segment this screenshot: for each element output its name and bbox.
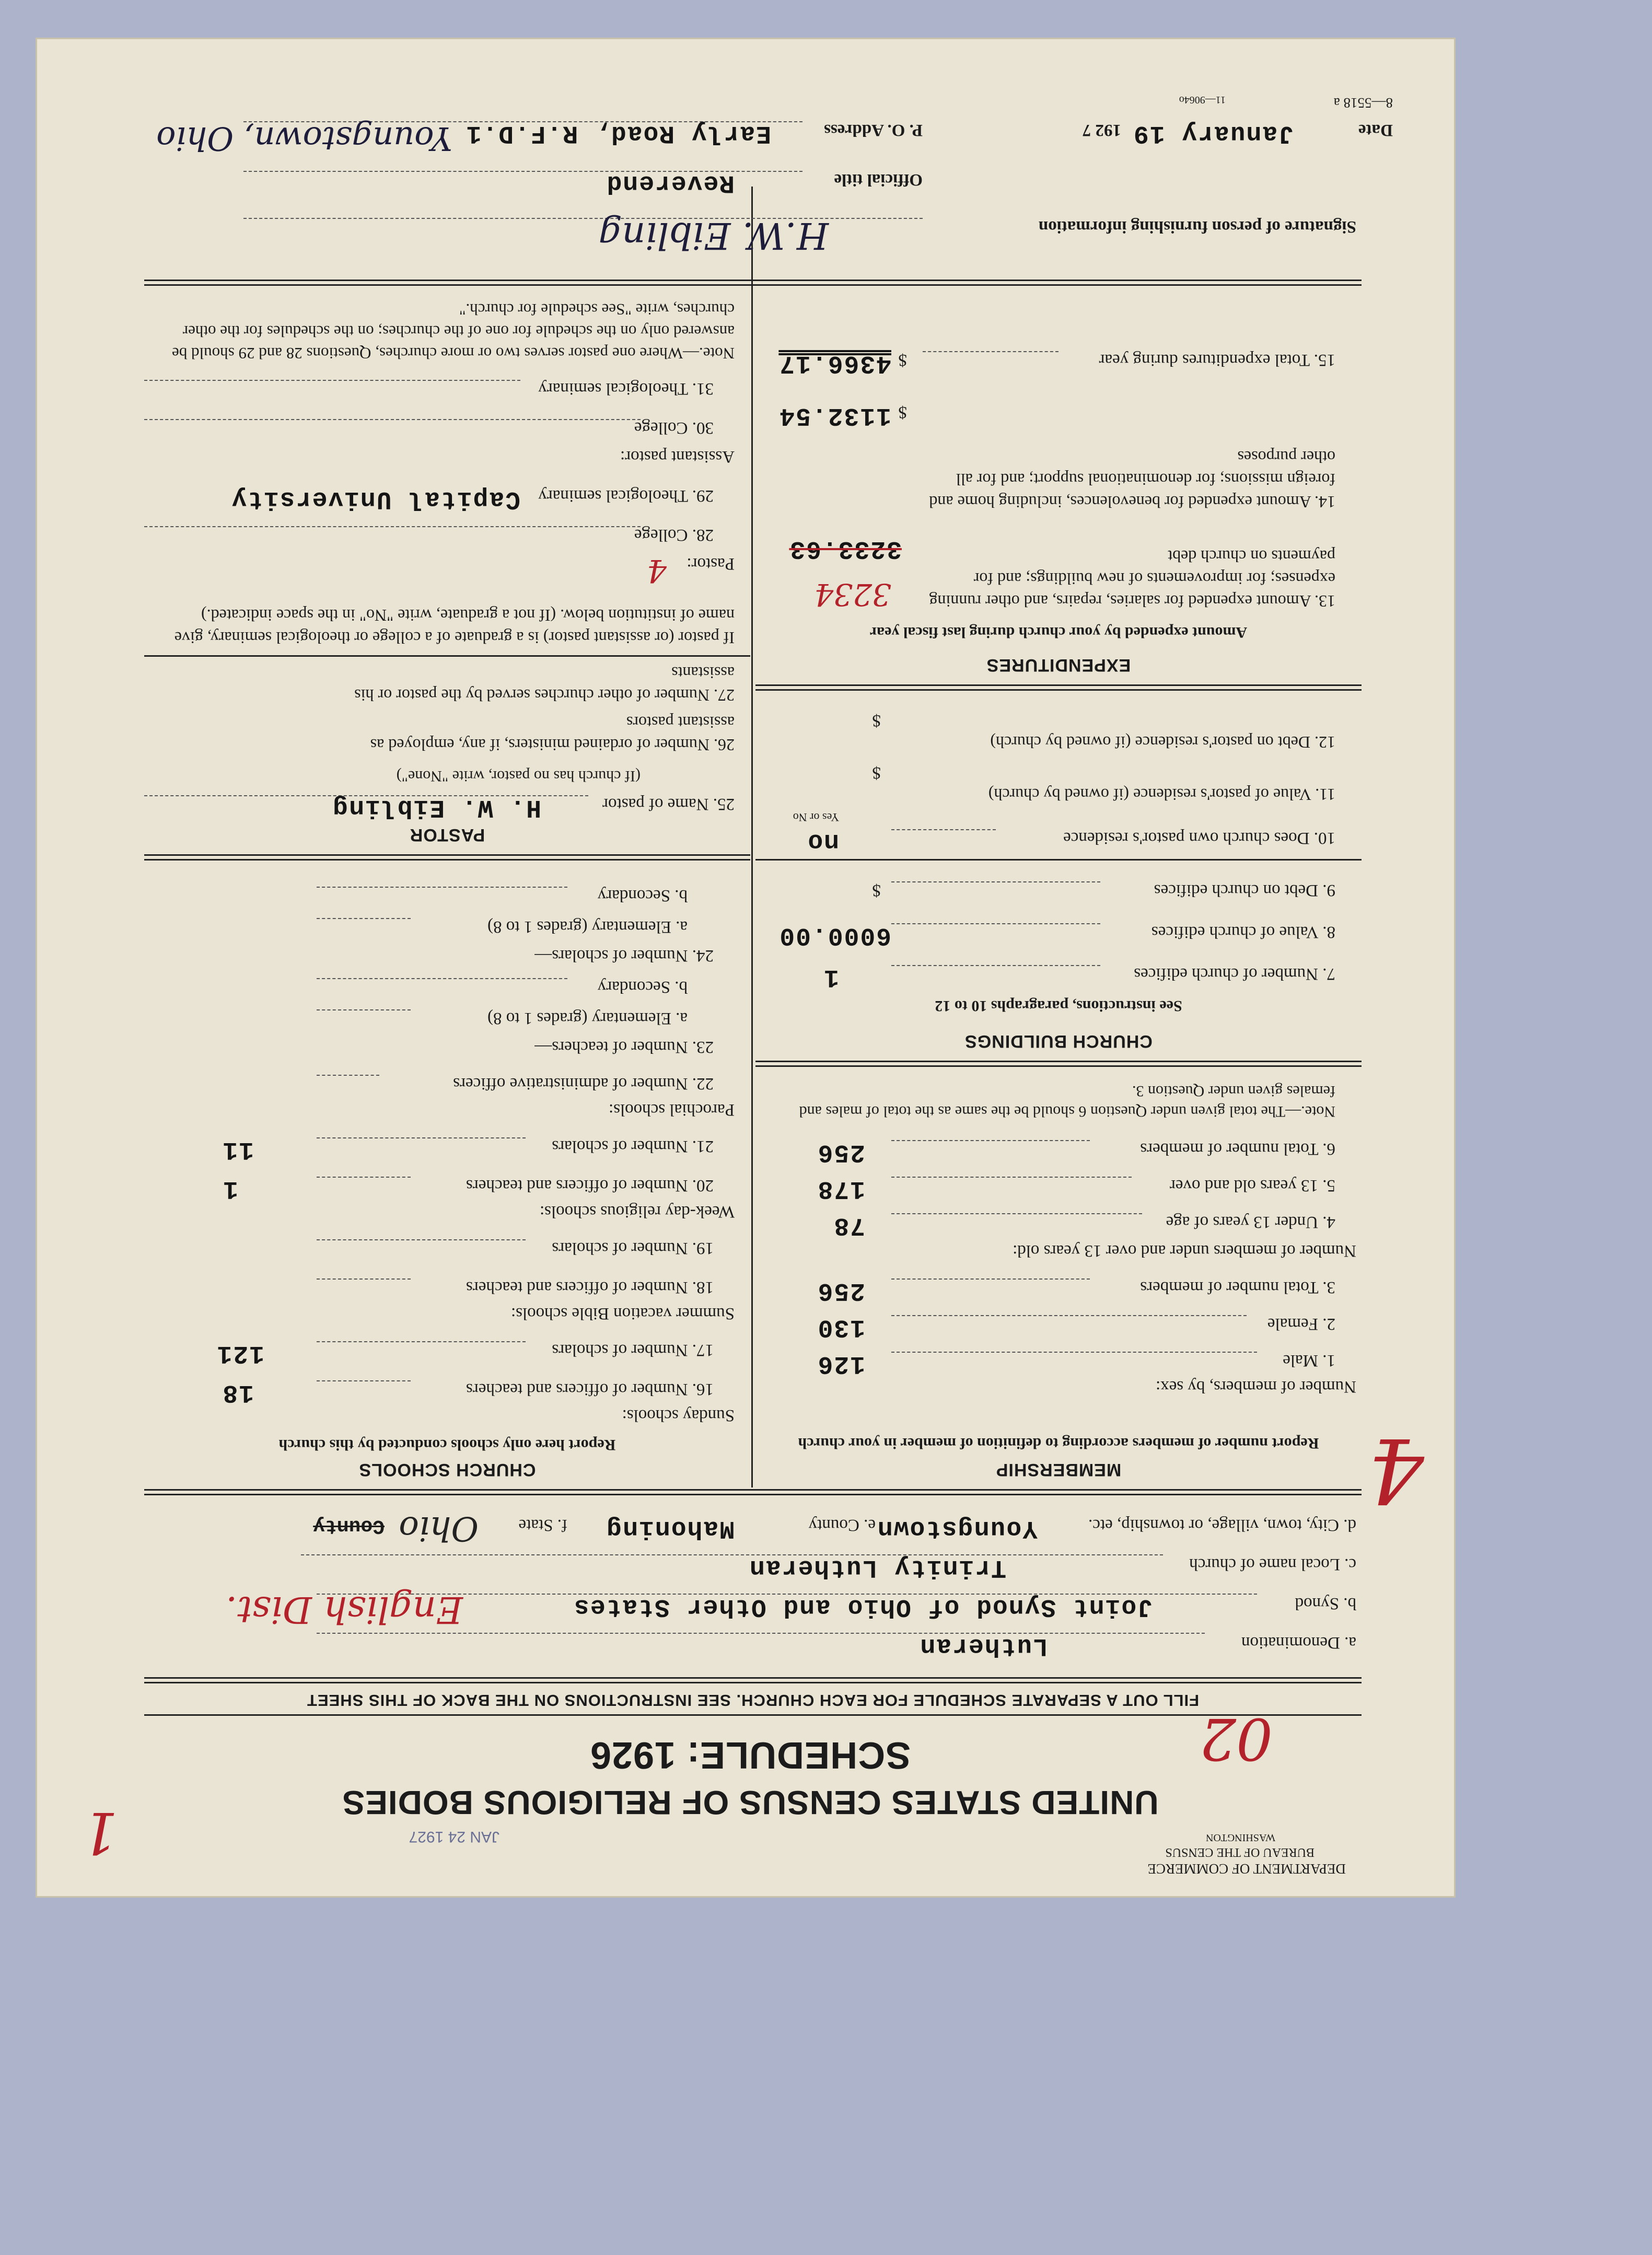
q21-label: 21. Number of scholars (552, 1137, 714, 1156)
county-label: e. County (808, 1516, 876, 1535)
pastor-heading: PASTOR (409, 825, 485, 845)
q14-value: 1132.54 (778, 401, 891, 429)
membership-subheading: Report number of members according to definition of member in your church (798, 1435, 1319, 1452)
male-label: 1. Male (1283, 1351, 1335, 1370)
edifices-label: 7. Number of church edifices (1134, 964, 1335, 983)
q25-note: (If church has no pastor, write "None") (396, 768, 641, 785)
parsonage-value-label: 11. Value of pastor's residence (if owned by church) (988, 785, 1335, 804)
male-value: 126 (817, 1350, 865, 1378)
signature: H.W. Eibling (598, 214, 829, 257)
weekday-label: Week-day religious schools: (539, 1202, 735, 1221)
local-name-value: Trinity Lutheran (749, 1553, 1006, 1582)
membership-heading: MEMBERSHIP (995, 1460, 1122, 1480)
instructions: FILL OUT A SEPARATE SCHEDULE FOR EACH CHURCH. SEE INSTRUCTIONS ON THE BACK OF THIS SHEET (306, 1691, 1200, 1710)
synod-value: Joint Synod of Ohio and Other States (573, 1593, 1153, 1621)
q14-label: 14. Amount expended for benevolences, including home and foreign missions; for denominational support; and for all other purposes (929, 447, 1335, 512)
city: WASHINGTON (1206, 1832, 1275, 1843)
parsonage-debt-label: 12. Debt on pastor's residence (if owned by church) (990, 733, 1335, 752)
q22-label: 22. Number of administrative officers (453, 1074, 714, 1093)
year-value: 192 7 (1082, 121, 1121, 140)
membership-note: Note.—The total given under Question 6 should be the same as the total of males and females given under Question 3. (799, 1083, 1335, 1120)
total2-label: 6. Total number of members (1140, 1140, 1335, 1158)
edifices-value: 1 (823, 963, 839, 991)
hand-mark: 1 (82, 1799, 118, 1866)
by-sex-label: Number of members, by sex: (1156, 1377, 1356, 1396)
over13-value: 178 (817, 1175, 865, 1203)
pastor-label: Pastor: (687, 554, 735, 573)
q18-label: 18. Number of officers and teachers (466, 1278, 714, 1297)
print-number: 11—9064o (1179, 94, 1226, 106)
q24-label: 24. Number of scholars— (534, 946, 714, 965)
yes-no-hint: Yes or No (793, 811, 839, 824)
female-value: 130 (817, 1313, 865, 1341)
q25-value: H. W. Eibling (332, 793, 541, 821)
sheet-content: DEPARTMENT OF COMMERCE BUREAU OF THE CENSUS WASHINGTON UNITED STATES CENSUS OF RELIGIOUS BODIES SCHEDULE: 1926 JAN 24 1927 02 1 FILL OUT A SEPARATE SCHEDULE FOR EACH CHURCH. SEE INSTRUCTIONS ON THE BACK OF THIS SHEET a. Denomination Lutheran b. Synod Joint Synod of Ohio and Other States English Dist. c. Local name of church Trinity Lutheran d. City, town, village, or township, etc. Youngstown e. County Mahoning f. State Ohio County 4 MEMBERSHIP Report number of members according to definition of member in your church Number of members, by sex: 1. Male 126 2. Female 130 3. Total number of members 256 Number of members under and over 13 years old: 4. Under 13 years of age 78 5. 13 years old and over 178 6. Total number of members 256 Note.—The total given under Question 6 should be the same as the total of males and females given under Question 3. CHURCH BUILDINGS See instructions, paragraphs 10 to 12 7. Number of church edifices 1 8. Value of church edifices 6000.00 9. Debt on church edifices $ 10. Does church own pastor's residence no Yes or No 11. Value of pastor's residence (if owned by church) $ 12. Debt on pastor's residence (if owned by church) $ EXPENDITURES Amount expended by your church during last fiscal year 13. Amount expended for salaries, repairs, and other running expenses; for improvements of new buildings; and for payments on church debt 3234 3233.63 14. Amount expended for benevolences, including home and foreign missions; for denominational support; and for all other purposes $ 1132.54 15. Total expenditures during year $ 4366.17 CHURCH SCHOOLS Report here only schools conducted by this church Sunday schools: 16. Number of officers and teachers 18 17. Number of scholars 121 Summer vacation Bible schools: 18. Number of officers and teachers 19. Number of scholars Week-day religious schools: 20. Number of officers and teachers 1 21. Number of scholars 11 Parochial schools: 22. Number of administrative officers 23. Number of teachers— a. Elementary (grades 1 to 8) b. Secondary 24. Number of scholars— a. Elementary (grades 1 to 8) b. Secondary PASTOR 25. Name of pastor H. W. Eibling (If church has no pastor, write "None") 26. Number of ordained ministers, if any, employed as assistant pastors 27. Number of other churches served by the pastor or his assistants If pastor (or assistant pastor) is a graduate of a college or theological seminary, give name of institution below. (If not a graduate, write "No" in the space indicated.) Pastor: 4 28. College 29. Theological seminary Capital University Assistant pastor: 30. College 31. Theological seminary Note.—Where one pastor serves two or more churches, Questions 28 and 29 should be answered only on the schedule for one of the churches; on the schedules for the other churches, write "See schedule for church." Signature of person furnishing information H.W. Eibling Official title Reverend Date January 19 192 7 P. O. Address Early Road, R.F.D.1 Youngstown, Ohio 8—5518 a 11—9064o (82, 94, 1424, 1877)
q20-label: 20. Number of officers and teachers (466, 1176, 714, 1195)
sunday-label: Sunday schools: (622, 1406, 735, 1425)
synod-note: English Dist. (226, 1588, 463, 1631)
q29-label: 29. Theological seminary (538, 486, 714, 505)
q30-label: 30. College (634, 419, 714, 437)
q15-label: 15. Total expenditures during year (1099, 351, 1335, 369)
q26-label: 26. Number of ordained ministers, if any, employed as assistant pastors (370, 713, 735, 754)
parsonage-label: 10. Does church own pastor's residence (1063, 829, 1335, 847)
synod-label: b. Synod (1295, 1594, 1356, 1613)
q23-label: 23. Number of teachers— (534, 1038, 714, 1056)
form-number: 8—5518 a (1333, 95, 1393, 111)
address-label: P. O. Address (824, 121, 923, 140)
q16-value: 18 (222, 1378, 254, 1407)
official-title-label: Official title (834, 170, 923, 189)
education-note: If pastor (or assistant pastor) is a graduate of a college or theological seminary, give name of institution below. (If not a graduate, write "No" in the space indicated.) (174, 606, 735, 647)
expenditures-heading: EXPENDITURES (986, 655, 1131, 675)
q24a-label: a. Elementary (grades 1 to 8) (487, 917, 688, 936)
over13-label: 5. 13 years old and over (1169, 1176, 1335, 1195)
city-label: d. City, town, village, or township, etc. (1088, 1516, 1356, 1535)
q13-struck: 3233.63 (789, 534, 902, 563)
value-value: 6000.00 (778, 921, 891, 949)
female-label: 2. Female (1267, 1315, 1335, 1333)
denomination-value: Lutheran (919, 1632, 1048, 1660)
value-label: 8. Value of church edifices (1151, 923, 1335, 941)
debt-value: $ (872, 881, 881, 900)
state-label: f. State (518, 1516, 567, 1535)
official-title-value: Reverend (606, 169, 735, 197)
state-struck: County (313, 1515, 385, 1537)
q17-value: 121 (216, 1339, 264, 1367)
denomination-label: a. Denomination (1241, 1633, 1356, 1652)
q20-value: 1 (222, 1175, 238, 1203)
pastor-hand-mark: 4 (646, 552, 667, 589)
q23a-label: a. Elementary (grades 1 to 8) (487, 1009, 688, 1028)
city-value: Youngstown (876, 1514, 1038, 1542)
q16-label: 16. Number of officers and teachers (466, 1380, 714, 1399)
summer-label: Summer vacation Bible schools: (510, 1304, 735, 1323)
q15-value: 4366.17 (778, 349, 891, 377)
total-value: 256 (817, 1276, 865, 1305)
assistant-label: Assistant pastor: (620, 447, 735, 466)
q19-label: 19. Number of scholars (552, 1239, 714, 1258)
q24b-label: b. Secondary (597, 886, 688, 905)
by-age-label: Number of members under and over 13 years old: (1013, 1241, 1356, 1260)
debt-label: 9. Debt on church edifices (1154, 881, 1335, 900)
buildings-heading: CHURCH BUILDINGS (964, 1031, 1153, 1051)
q31-label: 31. Theological seminary (538, 379, 714, 398)
schools-heading: CHURCH SCHOOLS (358, 1460, 536, 1480)
q21-value: 11 (222, 1135, 254, 1164)
parochial-label: Parochial schools: (608, 1100, 735, 1119)
local-name-label: c. Local name of church (1189, 1555, 1356, 1574)
total2-value: 256 (817, 1138, 865, 1166)
under13-label: 4. Under 13 years of age (1166, 1213, 1335, 1231)
department: DEPARTMENT OF COMMERCE (1147, 1861, 1346, 1877)
bureau: BUREAU OF THE CENSUS (1165, 1845, 1314, 1859)
q13-label: 13. Amount expended for salaries, repairs, and other running expenses; for improvements of new buildings; and for payments on church debt (929, 547, 1335, 611)
q27-label: 27. Number of other churches served by the pastor or his assistants (354, 663, 735, 705)
parsonage-value: no (807, 827, 839, 855)
schools-subheading: Report here only schools conducted by this church (278, 1436, 616, 1454)
schedule-title: SCHEDULE: 1926 (589, 1734, 911, 1776)
page-title: UNITED STATES CENSUS OF RELIGIOUS BODIES (342, 1784, 1159, 1821)
total-label: 3. Total number of members (1140, 1278, 1335, 1297)
under13-value: 78 (833, 1211, 865, 1239)
pastor-note: Note.—Where one pastor serves two or more churches, Questions 28 and 29 should be answered only on the schedule for one of the churches; on the schedules for the other churches, write "See schedule for church." (172, 300, 735, 363)
q23b-label: b. Secondary (597, 978, 688, 996)
buildings-subheading: See instructions, paragraphs 10 to 12 (935, 997, 1182, 1015)
date-label: Date (1358, 121, 1393, 140)
date-value: January 19 (1132, 119, 1294, 147)
margin-mark: 4 (1367, 1418, 1424, 1521)
signature-label: Signature of person furnishing information (1038, 217, 1356, 236)
received-stamp: JAN 24 1927 (409, 1828, 499, 1845)
q13-corrected: 3234 (814, 577, 891, 612)
census-schedule-sheet (36, 38, 1456, 1898)
q17-label: 17. Number of scholars (552, 1341, 714, 1359)
hand-number: 02 (1200, 1705, 1273, 1772)
address-value: Early Road, R.F.D.1 (465, 119, 771, 147)
expenditures-subheading: Amount expended by your church during last fiscal year (869, 624, 1248, 641)
q29-value: Capital University (230, 485, 520, 513)
address-city: Youngstown, Ohio (156, 120, 452, 158)
q25-label: 25. Name of pastor (602, 795, 735, 813)
q28-label: 28. College (634, 526, 714, 544)
county-value: Mahoning (606, 1514, 735, 1542)
state-value: Ohio (399, 1509, 479, 1548)
